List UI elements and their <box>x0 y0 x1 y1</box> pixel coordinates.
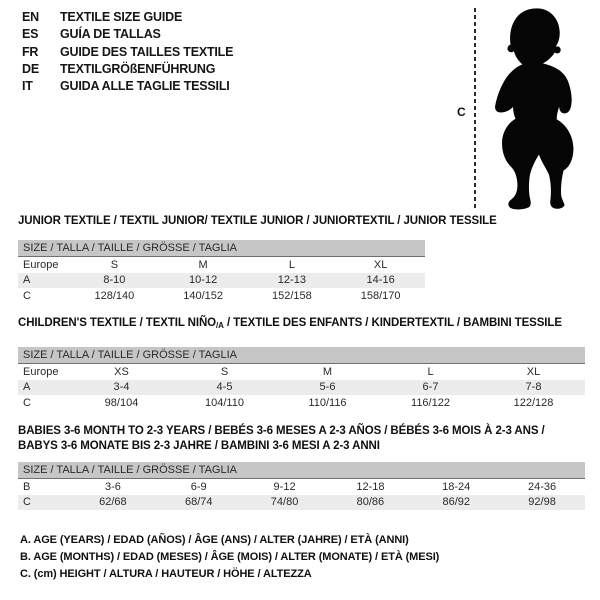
cell: 6-9 <box>190 480 207 493</box>
lang-row-en <box>22 9 233 26</box>
section-childrens-textile <box>18 317 585 411</box>
table-row <box>18 479 585 495</box>
title-text: / TEXTILE DES ENFANTS / KINDERTEXTIL / BAMBINI TESSILE <box>223 317 562 329</box>
cell: 10-12 <box>189 274 218 287</box>
legend-line-a: A. AGE (YEARS) / EDAD (AÑOS) / ÂGE (ANS) / ALTER (JAHRE) / ETÀ (ANNI) <box>20 534 409 546</box>
cell: 4-5 <box>216 381 233 394</box>
section-junior-textile <box>18 215 497 304</box>
junior-size-table <box>18 257 425 304</box>
lang-code: DE <box>22 61 39 76</box>
cell: L <box>427 365 434 378</box>
row-label: C <box>23 289 31 302</box>
lang-row-de <box>22 61 233 78</box>
cell: 6-7 <box>422 381 439 394</box>
row-label: B <box>23 480 31 493</box>
cell: 122/128 <box>513 396 554 409</box>
cell: XS <box>114 365 129 378</box>
cell: 74/80 <box>270 496 299 509</box>
height-dashed-line <box>474 8 476 211</box>
title-line-1: BABIES 3-6 MONTH TO 2-3 YEARS / BEBÉS 3-6 MESES A 2-3 AÑOS / BÉBÉS 3-6 MOIS À 2-3 ANS / <box>18 425 545 437</box>
title-subscript: /A <box>216 321 224 330</box>
babies-size-table <box>18 479 585 510</box>
lang-code: EN <box>22 10 39 24</box>
cell: 158/170 <box>360 289 401 302</box>
cell: M <box>322 365 333 378</box>
cell: 5-6 <box>319 381 336 394</box>
language-title-list <box>22 9 233 95</box>
row-label: Europe <box>23 365 59 378</box>
legend-line-c: C. (cm) HEIGHT / ALTURA / HAUTEUR / HÖHE / ALTEZZA <box>20 568 312 580</box>
cell: S <box>110 258 119 271</box>
cell: 152/158 <box>271 289 312 302</box>
cell: 3-4 <box>113 381 130 394</box>
cell: 104/110 <box>205 396 244 409</box>
lang-row-fr <box>22 44 233 61</box>
cell: 80/86 <box>356 496 385 509</box>
cell: 92/98 <box>528 496 556 509</box>
title-line-2: BABYS 3-6 MONATE BIS 2-3 JAHRE / BAMBINI 3-6 MESI A 2-3 ANNI <box>18 439 380 452</box>
row-label: A <box>23 381 31 394</box>
cell: 12-18 <box>356 480 385 493</box>
table-row <box>18 288 425 304</box>
cell: 140/152 <box>183 289 223 302</box>
table-row <box>18 364 585 380</box>
lang-title: TEXTILE SIZE GUIDE <box>60 10 183 24</box>
lang-row-it <box>22 78 233 95</box>
row-label: C <box>23 496 31 509</box>
row-label: A <box>23 274 31 287</box>
cell: 14-16 <box>366 274 395 287</box>
row-label: Europe <box>23 258 59 271</box>
legend-line-b: B. AGE (MONTHS) / EDAD (MESES) / ÂGE (MOIS) / ALTER (MONATE) / ETÀ (MESI) <box>20 551 440 563</box>
table-row <box>18 380 585 396</box>
cell: 128/140 <box>94 289 135 302</box>
lang-code: IT <box>22 79 33 94</box>
lang-title: GUIDE DES TAILLES TEXTILE <box>60 44 234 59</box>
lang-title: GUIDA ALLE TAGLIE TESSILI <box>60 79 230 94</box>
size-header-bar: SIZE / TALLA / TAILLE / GRÖSSE / TAGLIA <box>18 462 585 479</box>
table-row <box>18 273 425 289</box>
cell: 9-12 <box>273 480 296 493</box>
row-label: C <box>23 396 31 409</box>
section-title <box>18 317 585 332</box>
cell: XL <box>373 258 388 271</box>
size-header-bar: SIZE / TALLA / TAILLE / GRÖSSE / TAGLIA <box>18 347 585 364</box>
cell: L <box>288 258 295 271</box>
lang-title: TEXTILGRÖßENFÜHRUNG <box>60 61 216 76</box>
cell: 12-13 <box>277 274 306 287</box>
cell: 68/74 <box>184 496 213 509</box>
cell: 3-6 <box>104 480 121 493</box>
size-header-bar: SIZE / TALLA / TAILLE / GRÖSSE / TAGLIA <box>18 240 425 257</box>
baby-height-figure <box>450 0 600 220</box>
cell: 7-8 <box>525 381 542 394</box>
cell: S <box>220 365 229 378</box>
section-title <box>18 424 585 453</box>
section-babies-textile <box>18 424 585 510</box>
cell: 8-10 <box>103 274 126 287</box>
lang-code: ES <box>22 27 39 42</box>
cell: XL <box>526 365 541 378</box>
children-size-table <box>18 364 585 411</box>
cell: 110/116 <box>308 396 347 409</box>
table-row <box>18 395 585 411</box>
cell: 86/92 <box>442 496 470 509</box>
lang-row-es <box>22 26 233 43</box>
cell: 116/122 <box>411 396 450 409</box>
lang-code: FR <box>22 44 39 59</box>
section-title: JUNIOR TEXTILE / TEXTIL JUNIOR/ TEXTILE JUNIOR / JUNIORTEXTIL / JUNIOR TESSILE <box>18 215 497 227</box>
cell: M <box>198 258 208 271</box>
cell: 24-36 <box>528 480 557 493</box>
title-text: CHILDREN'S TEXTILE / TEXTIL NIÑO <box>18 317 217 329</box>
lang-title: GUÍA DE TALLAS <box>60 27 161 42</box>
measurement-legend <box>20 532 439 583</box>
cell: 98/104 <box>104 396 139 409</box>
baby-silhouette-icon <box>486 5 594 212</box>
table-row <box>18 495 585 511</box>
height-measure-label: C <box>457 105 466 119</box>
cell: 62/68 <box>99 496 127 509</box>
cell: 18-24 <box>442 480 471 493</box>
table-row <box>18 257 425 273</box>
